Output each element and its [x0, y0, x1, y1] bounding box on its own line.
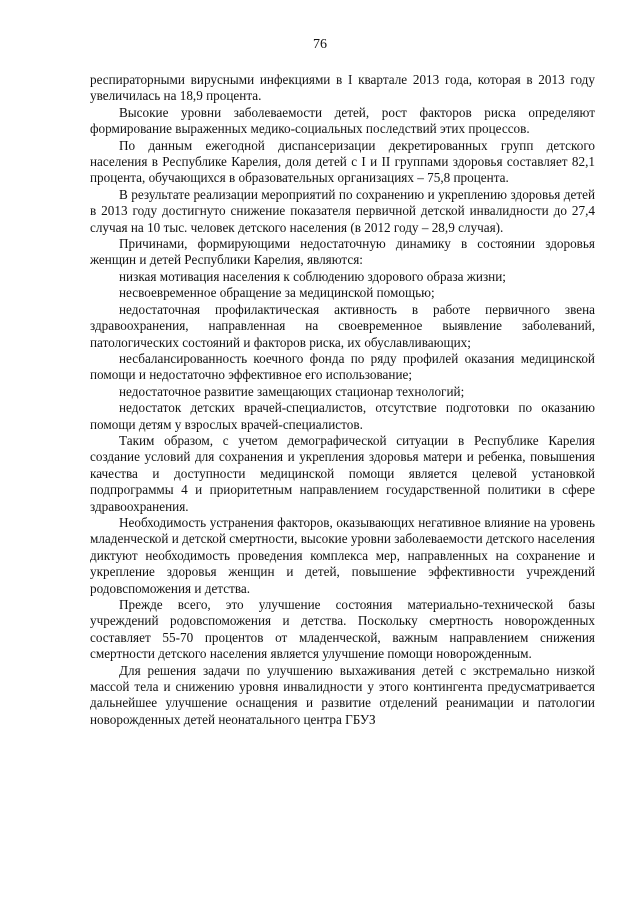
- paragraph: Высокие уровни заболеваемости детей, рост факторов риска определяют формирование выраженных медико-социальных последствий этих процессов.: [90, 104, 595, 137]
- paragraph: Прежде всего, это улучшение состояния материально-технической базы учреждений родовспоможения и детства. Поскольку смертность новорожденных составляет 55-70 процентов от младенческой, важным направлением снижения смертности детского населения является улучшение помощи новорожденным.: [90, 597, 595, 662]
- paragraph: Таким образом, с учетом демографической ситуации в Республике Карелия создание условий для сохранения и укрепления здоровья матери и ребенка, повышения качества и доступности медицинской помощи является целевой установкой подпрограммы 4 и приоритетным направлением государственной политики в сфере здравоохранения.: [90, 432, 595, 514]
- paragraph: недостаток детских врачей-специалистов, отсутствие подготовки по оказанию помощи детям у взрослых врачей-специалистов.: [90, 400, 595, 432]
- paragraph: Причинами, формирующими недостаточную динамику в состоянии здоровья женщин и детей Республики Карелия, являются:: [90, 236, 595, 268]
- paragraph: В результате реализации мероприятий по сохранению и укреплению здоровья детей в 2013 году достигнуто снижение показателя первичной детской инвалидности до 27,4 случая на 10 тыс. человек детского населения (в 2012 году – 28,9 случая).: [90, 186, 595, 235]
- paragraph: несвоевременное обращение за медицинской помощью;: [119, 285, 435, 301]
- paragraph: Необходимость устранения факторов, оказывающих негативное влияние на уровень младенческой и детской смертности, высокие уровни заболеваемости детского населения диктуют необходимость проведения комплекса мер, направленных на сохранение и укрепление здоровья женщин и детей, повышение эффективности учреждений родовспоможения и детства.: [90, 514, 595, 596]
- page-number: 76: [313, 37, 327, 52]
- paragraph: По данным ежегодной диспансеризации декретированных групп детского населения в Республике Карелия, доля детей с I и II группами здоровья составляет 82,1 процента, обучающихся в образовательных организациях – 75,8 процента.: [90, 137, 595, 186]
- paragraph: недостаточная профилактическая активность в работе первичного звена здравоохранения, направленная на своевременное выявление заболеваний, патологических состояний и факторов риска, их обуславливающих;: [90, 301, 595, 350]
- paragraph: несбалансированность коечного фонда по ряду профилей оказания медицинской помощи и недостаточно эффективное его использование;: [90, 350, 595, 383]
- paragraph: недостаточное развитие замещающих стационар технологий;: [119, 383, 465, 399]
- document-body: [90, 72, 595, 728]
- paragraph: низкая мотивация населения к соблюдению здорового образа жизни;: [119, 268, 506, 284]
- paragraph: респираторными вирусными инфекциями в I квартале 2013 года, которая в 2013 году увеличилась на 18,9 процента.: [90, 72, 595, 104]
- paragraph: Для решения задачи по улучшению выхаживания детей с экстремально низкой массой тела и снижению уровня инвалидности у этого контингента предусматривается дальнейшее улучшение оснащения и развитие отделений реанимации и патологии новорожденных детей неонатального центра ГБУЗ: [90, 662, 595, 727]
